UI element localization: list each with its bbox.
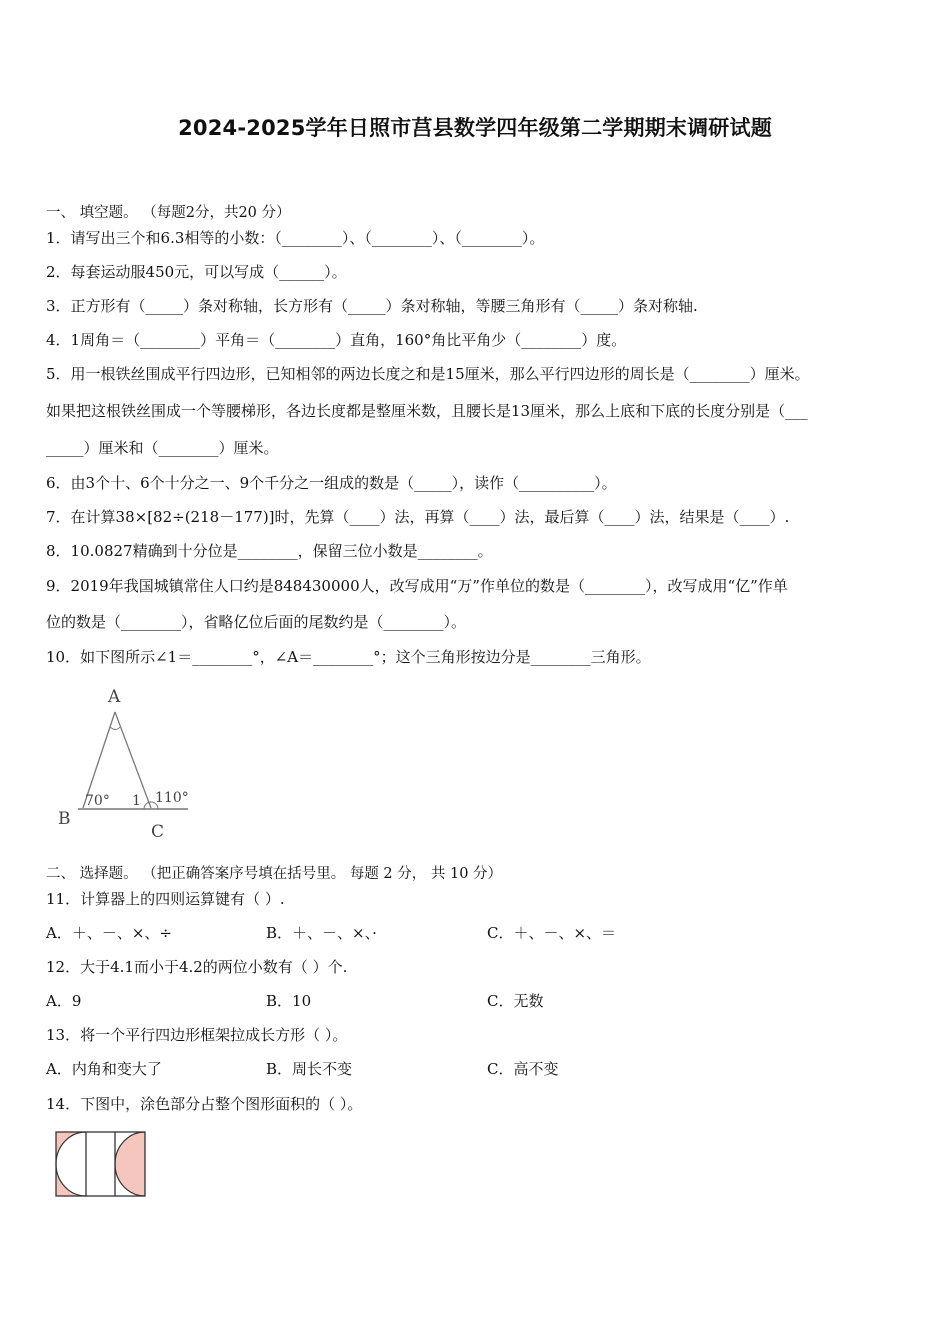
vertex-c-label: C xyxy=(151,822,165,842)
question-11-option-b: B．＋、－、×、· xyxy=(266,924,377,942)
angle-a-arc xyxy=(110,727,120,730)
question-13-option-c: C．高不变 xyxy=(487,1060,559,1078)
triangle-figure xyxy=(50,682,210,842)
question-13-option-a: A．内角和变大了 xyxy=(46,1060,162,1078)
question-1: 1．请写出三个和6.3相等的小数：（________）、（________）、（________）。 xyxy=(46,229,545,247)
question-5-line-2: 如果把这根铁丝围成一个等腰梯形，各边长度都是整厘米数，且腰长是13厘米，那么上底和下底的长度分别是（___ xyxy=(46,402,808,420)
exterior-angle-label: 110° xyxy=(155,790,189,806)
question-11: 11．计算器上的四则运算键有（ ）. xyxy=(46,890,285,908)
question-11-option-c: C．＋、－、×、＝ xyxy=(487,924,617,942)
question-6: 6．由3个十、6个十分之一、9个千分之一组成的数是（_____），读作（__________）。 xyxy=(46,474,617,492)
question-9-line-1: 9．2019年我国城镇常住人口约是848430000人，改写成用“万”作单位的数是（________），改写成用“亿”作单 xyxy=(46,577,788,595)
shaded-right-region xyxy=(115,1132,145,1196)
question-4: 4．1周角＝（________）平角＝（________）直角，160°角比平角少（________）度。 xyxy=(46,331,627,349)
question-11-option-a: A．＋、－、×、÷ xyxy=(46,924,172,942)
shaded-left-region xyxy=(56,1132,86,1196)
question-9-line-2: 位的数是（________），省略亿位后面的尾数约是（________）。 xyxy=(46,613,467,631)
question-12: 12．大于4.1而小于4.2的两位小数有（ ）个. xyxy=(46,958,348,976)
section-2-header: 二、 选择题。 （把正确答案序号填在括号里。 每题 2 分， 共 10 分） xyxy=(46,866,503,882)
question-12-option-b: B．10 xyxy=(266,992,312,1010)
vertex-b-label: B xyxy=(58,809,71,829)
section-1-header: 一、 填空题。 （每题2分，共20 分） xyxy=(46,205,291,221)
shaded-area-figure xyxy=(52,1130,152,1200)
question-10: 10．如下图所示∠1＝________°，∠A＝________°；这个三角形按边分是________三角形。 xyxy=(46,648,651,666)
question-13: 13．将一个平行四边形框架拉成长方形（ ）。 xyxy=(46,1026,348,1044)
vertex-a-label: A xyxy=(108,687,121,707)
question-3: 3．正方形有（_____）条对称轴，长方形有（_____）条对称轴，等腰三角形有（_____）条对称轴. xyxy=(46,297,698,315)
page-title: 2024-2025学年日照市莒县数学四年级第二学期期末调研试题 xyxy=(178,116,772,140)
question-12-option-a: A．9 xyxy=(46,992,82,1010)
question-14: 14．下图中，涂色部分占整个图形面积的（ ）。 xyxy=(46,1095,363,1113)
question-13-option-b: B．周长不变 xyxy=(266,1060,353,1078)
question-2: 2．每套运动服450元，可以写成（______）。 xyxy=(46,263,347,281)
angle-b-label: 70° xyxy=(85,793,110,809)
question-7: 7．在计算38×[82÷(218－177)]时，先算（____）法，再算（____）法，最后算（____）法，结果是（____）. xyxy=(46,508,790,526)
question-12-option-c: C．无数 xyxy=(487,992,544,1010)
angle-1-label: 1 xyxy=(132,793,141,809)
question-8: 8．10.0827精确到十分位是________，保留三位小数是________。 xyxy=(46,542,493,560)
question-5-line-1: 5．用一根铁丝围成平行四边形，已知相邻的两边长度之和是15厘米，那么平行四边形的周长是（________）厘米。 xyxy=(46,365,810,383)
question-5-line-3: _____）厘米和（________）厘米。 xyxy=(46,439,279,457)
